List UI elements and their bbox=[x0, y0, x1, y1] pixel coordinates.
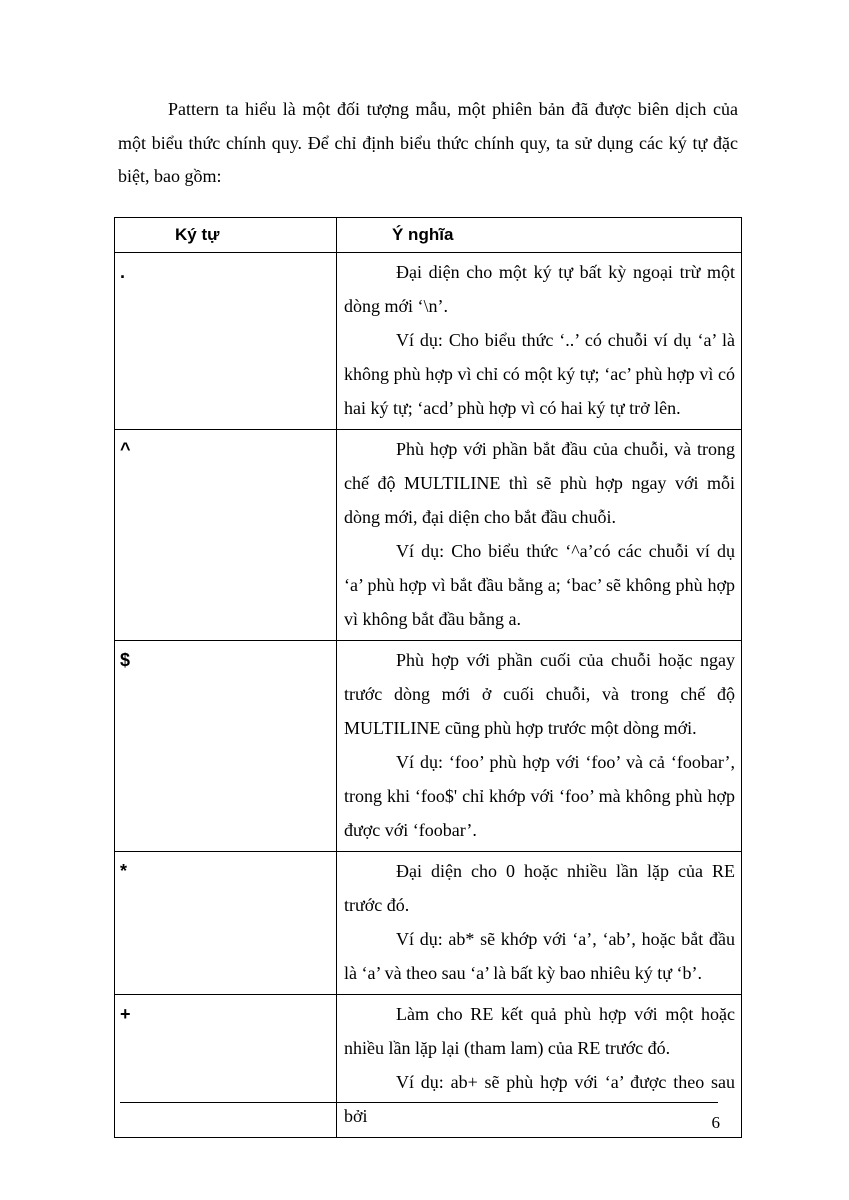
table-header-row bbox=[115, 218, 742, 253]
example-paragraph: Ví dụ: ab* sẽ khớp với ‘a’, ‘ab’, hoặc bắt đầu là ‘a’ và theo sau ‘a’ là bất kỳ bao nhiêu ký tự ‘b’. bbox=[344, 929, 735, 983]
symbol-cell: . bbox=[115, 253, 337, 430]
meaning-cell bbox=[337, 995, 742, 1138]
example-paragraph: Ví dụ: Cho biểu thức ‘^a’có các chuỗi ví dụ ‘a’ phù hợp vì bắt đầu bằng a; ‘bac’ sẽ không phù hợp vì không bắt đầu bằng a. bbox=[344, 541, 735, 629]
meaning-paragraph: Đại diện cho 0 hoặc nhiều lần lặp của RE trước đó. bbox=[344, 861, 735, 915]
meaning-cell bbox=[337, 852, 742, 995]
meaning-paragraph: Đại diện cho một ký tự bất kỳ ngoại trừ một dòng mới ‘\n’. bbox=[344, 262, 735, 316]
meaning-paragraph: Phù hợp với phần cuối của chuỗi hoặc ngay trước dòng mới ở cuối chuỗi, và trong chế độ MULTILINE cũng phù hợp trước một dòng mới. bbox=[344, 650, 735, 738]
example-paragraph: Ví dụ: ab+ sẽ phù hợp với ‘a’ được theo sau bởi bbox=[344, 1072, 735, 1126]
meaning-cell bbox=[337, 641, 742, 852]
example-paragraph: Ví dụ: Cho biểu thức ‘..’ có chuỗi ví dụ ‘a’ là không phù hợp vì chỉ có một ký tự; ‘ac’ phù hợp vì có hai ký tự; ‘acd’ phù hợp vì có hai ký tự trở lên. bbox=[344, 330, 735, 418]
special-characters-table bbox=[114, 217, 742, 1138]
header-meaning: Ý nghĩa bbox=[337, 218, 742, 253]
table-row bbox=[115, 430, 742, 641]
header-symbol: Ký tự bbox=[115, 218, 337, 253]
table-row bbox=[115, 995, 742, 1138]
symbol-cell: * bbox=[115, 852, 337, 995]
symbol-cell: ^ bbox=[115, 430, 337, 641]
symbol-cell: $ bbox=[115, 641, 337, 852]
intro-text: Pattern ta hiểu là một đối tượng mẫu, một phiên bản đã được biên dịch của một biểu thức chính quy. Để chỉ định biểu thức chính quy, ta sử dụng các ký tự đặc biệt, bao gồm: bbox=[118, 99, 738, 187]
meaning-cell bbox=[337, 253, 742, 430]
symbol-cell: + bbox=[115, 995, 337, 1138]
table-row bbox=[115, 253, 742, 430]
intro-paragraph bbox=[118, 93, 738, 194]
meaning-paragraph: Làm cho RE kết quả phù hợp với một hoặc nhiều lần lặp lại (tham lam) của RE trước đó. bbox=[344, 1004, 735, 1058]
footer-divider bbox=[120, 1102, 718, 1103]
table-row bbox=[115, 852, 742, 995]
page-number: 6 bbox=[711, 1113, 720, 1132]
meaning-cell bbox=[337, 430, 742, 641]
meaning-paragraph: Phù hợp với phần bắt đầu của chuỗi, và trong chế độ MULTILINE thì sẽ phù hợp ngay với mỗi dòng mới, đại diện cho bắt đầu chuỗi. bbox=[344, 439, 735, 527]
table-row bbox=[115, 641, 742, 852]
example-paragraph: Ví dụ: ‘foo’ phù hợp với ‘foo’ và cả ‘foobar’, trong khi ‘foo$' chỉ khớp với ‘foo’ mà không phù hợp được với ‘foobar’. bbox=[344, 752, 735, 840]
